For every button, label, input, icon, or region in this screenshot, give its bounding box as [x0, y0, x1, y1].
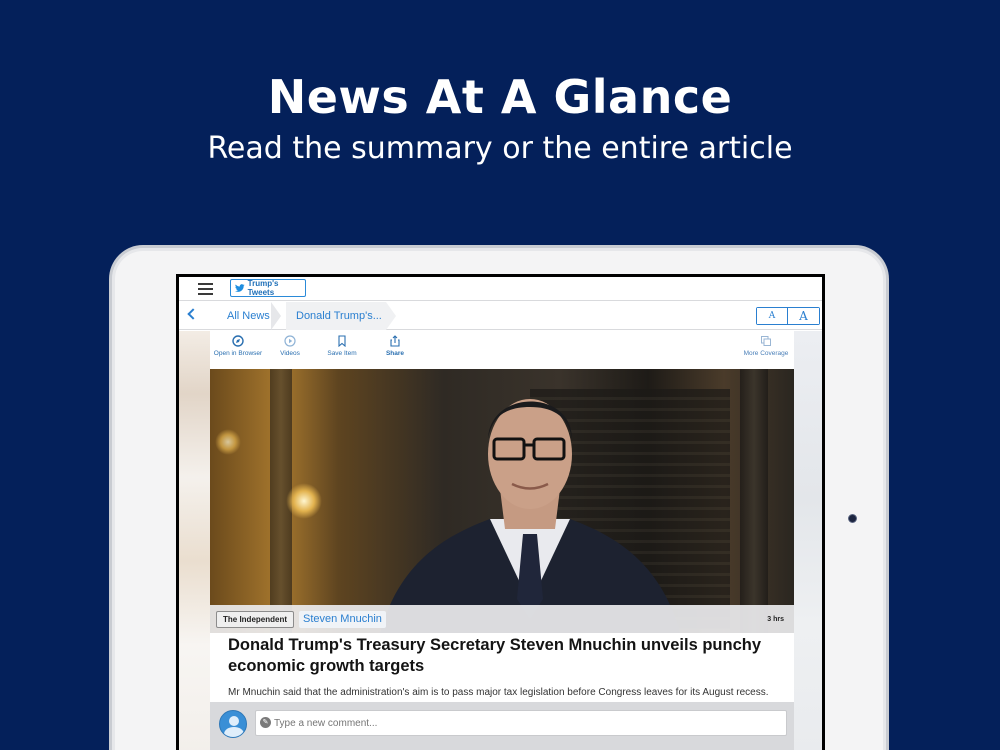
save-item-label: Save Item	[327, 350, 357, 357]
breadcrumb	[179, 302, 822, 330]
save-item-button[interactable]	[323, 335, 361, 357]
background-list-blur	[793, 331, 822, 750]
share-label: Share	[385, 350, 405, 357]
tablet-screen	[176, 274, 825, 750]
feed-button[interactable]	[230, 279, 306, 297]
person-silhouette	[340, 369, 680, 633]
background-list-blur	[179, 331, 210, 750]
photo-light	[286, 483, 322, 519]
article-summary: Mr Mnuchin said that the administration's aim is to pass major tax legislation before Congress leaves for its August recess.	[228, 687, 769, 698]
photo-light	[215, 429, 241, 455]
videos-button[interactable]	[274, 335, 306, 357]
play-icon	[284, 335, 296, 347]
app-topbar	[179, 277, 822, 301]
increase-font-button[interactable]: A	[788, 308, 819, 324]
hero-subtitle: Read the summary or the entire article	[207, 131, 793, 166]
twitter-bird-icon	[235, 284, 245, 292]
breadcrumb-current[interactable]: Donald Trump's...	[286, 302, 386, 330]
breadcrumb-all-news[interactable]: All News	[227, 310, 270, 322]
font-size-controls	[756, 307, 820, 325]
open-in-browser-label: Open in Browser	[213, 350, 263, 357]
hero-title: News At A Glance	[267, 70, 733, 124]
decrease-font-button[interactable]: A	[757, 308, 788, 324]
article-card	[210, 331, 794, 750]
comment-bar	[210, 702, 794, 750]
breadcrumb-separator	[271, 302, 281, 330]
more-coverage-label: More Coverage	[743, 350, 789, 357]
feed-button-label: Trump's Tweets	[247, 279, 279, 297]
back-arrow-icon[interactable]	[187, 308, 198, 319]
article-age: 3 hrs	[767, 616, 784, 623]
more-coverage-button[interactable]	[738, 335, 794, 357]
photo-pillar	[740, 369, 768, 633]
comment-input[interactable]	[255, 710, 787, 736]
article-photo[interactable]	[210, 369, 794, 633]
article-toolbar	[210, 331, 794, 369]
open-in-browser-button[interactable]	[210, 335, 266, 357]
hamburger-menu-icon[interactable]	[198, 283, 213, 295]
bookmark-icon	[336, 335, 348, 347]
user-avatar[interactable]	[219, 710, 247, 738]
share-icon	[389, 335, 401, 347]
pencil-icon: ✎	[260, 717, 271, 728]
article-headline[interactable]: Donald Trump's Treasury Secretary Steven Mnuchin unveils punchy economic growth targets	[228, 636, 761, 675]
tablet-camera	[848, 514, 857, 523]
app-screen	[179, 277, 822, 750]
breadcrumb-separator	[386, 302, 396, 330]
compass-icon	[232, 335, 244, 347]
article-meta-bar	[210, 605, 794, 633]
topic-tag[interactable]: Steven Mnuchin	[299, 611, 386, 628]
share-button[interactable]	[380, 335, 410, 357]
videos-label: Videos	[280, 350, 300, 357]
source-badge[interactable]: The Independent	[216, 611, 294, 628]
stacked-pages-icon	[760, 335, 772, 347]
